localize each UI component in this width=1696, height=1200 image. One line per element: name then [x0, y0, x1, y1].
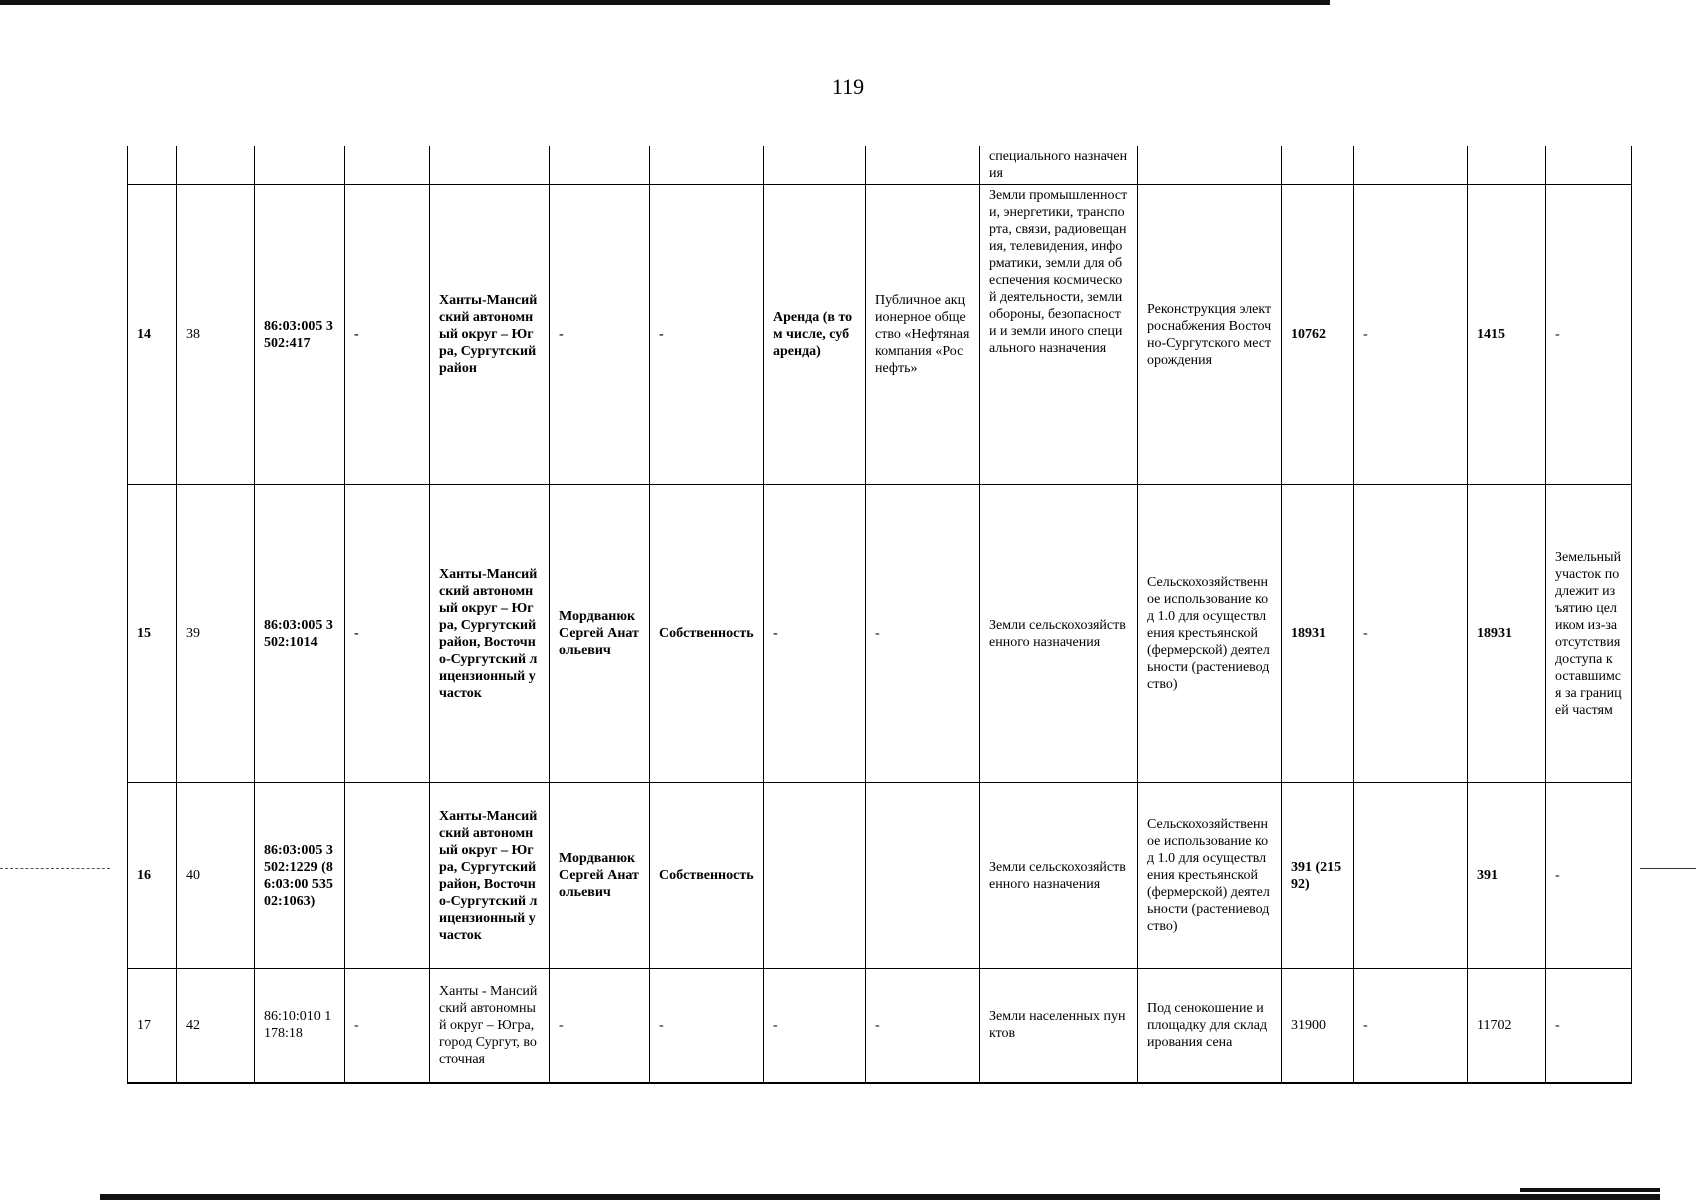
area-cell: 31900 — [1282, 969, 1354, 1083]
beneficiary-cell — [866, 783, 980, 969]
note-cell — [1546, 146, 1632, 185]
table-row — [128, 146, 1632, 185]
area-cell: 10762 — [1282, 185, 1354, 485]
encumbrance-cell — [764, 783, 866, 969]
encumbrance-cell — [764, 146, 866, 185]
cadastral-number-cell: 86:03:005 3502:417 — [255, 185, 345, 485]
scan-border-top — [0, 0, 1330, 5]
right-holder-cell: Мордванюк Сергей Анатольевич — [550, 485, 650, 783]
right-type-cell: - — [650, 969, 764, 1083]
note-cell: Земельный участок подлежит изъятию целиком из-за отсутствия доступа к оставшимся за границей частям — [1546, 485, 1632, 783]
withdrawn-area-cell: 11702 — [1468, 969, 1546, 1083]
withdrawn-area-cell: 18931 — [1468, 485, 1546, 783]
right-type-cell — [650, 146, 764, 185]
land-category-cell: Земли сельскохозяйственного назначения — [980, 485, 1138, 783]
land-category-cell: Земли промышленности, энергетики, транспорта, связи, радиовещания, телевидения, информатики, земли для обеспечения космической деятельности, земли обороны, безопасности и земли иного специального назначения — [980, 185, 1138, 485]
right-holder-cell: Мордванюк Сергей Анатольевич — [550, 783, 650, 969]
right-type-cell: - — [650, 185, 764, 485]
land-category-cell: Земли населенных пунктов — [980, 969, 1138, 1083]
beneficiary-cell: - — [866, 485, 980, 783]
right-holder-cell: - — [550, 969, 650, 1083]
land-category-cell: специального назначения — [980, 146, 1138, 185]
page-number: 119 — [831, 74, 865, 99]
withdrawn-area-cell: 1415 — [1468, 185, 1546, 485]
encumbrance-cell: Аренда (в том числе, субаренда) — [764, 185, 866, 485]
land-category-cell: Земли сельскохозяйственного назначения — [980, 783, 1138, 969]
table-row — [128, 783, 1632, 969]
right-type-cell: Собственность — [650, 485, 764, 783]
row-number-cell: 16 — [128, 783, 177, 969]
area-cell: 18931 — [1282, 485, 1354, 783]
column-13-cell: - — [1354, 969, 1468, 1083]
permitted-use-cell: Сельскохозяйственное использование код 1.0 для осуществления крестьянской (фермерской) деятельности (растениеводство) — [1138, 783, 1282, 969]
beneficiary-cell: - — [866, 969, 980, 1083]
position-number-cell: 39 — [177, 485, 255, 783]
encumbrance-cell: - — [764, 969, 866, 1083]
row-number-cell: 17 — [128, 969, 177, 1083]
cadastral-number-cell: 86:10:010 1178:18 — [255, 969, 345, 1083]
column-13-cell — [1354, 146, 1468, 185]
column-4-cell: - — [345, 485, 430, 783]
location-cell: Ханты-Мансийский автономный округ – Югра, Сургутский район, Восточно-Сургутский лицензионный участок — [430, 783, 550, 969]
right-holder-cell: - — [550, 185, 650, 485]
withdrawn-area-cell: 391 — [1468, 783, 1546, 969]
land-plots-table — [127, 146, 1632, 1084]
position-number-cell — [177, 146, 255, 185]
table-row — [128, 185, 1632, 485]
right-holder-cell — [550, 146, 650, 185]
scan-mark-left — [0, 868, 110, 869]
location-cell: Ханты-Мансийский автономный округ – Югра, Сургутский район, Восточно-Сургутский лицензионный участок — [430, 485, 550, 783]
area-cell — [1282, 146, 1354, 185]
note-cell: - — [1546, 969, 1632, 1083]
note-cell: - — [1546, 185, 1632, 485]
row-number-cell: 14 — [128, 185, 177, 485]
scan-border-bottom — [100, 1194, 1660, 1200]
beneficiary-cell — [866, 146, 980, 185]
location-cell: Ханты - Мансийский автономный округ – Югра, город Сургут, восточная — [430, 969, 550, 1083]
column-4-cell: - — [345, 185, 430, 485]
column-4-cell — [345, 783, 430, 969]
note-cell: - — [1546, 783, 1632, 969]
location-cell — [430, 146, 550, 185]
column-4-cell — [345, 146, 430, 185]
permitted-use-cell — [1138, 146, 1282, 185]
row-number-cell — [128, 146, 177, 185]
encumbrance-cell: - — [764, 485, 866, 783]
column-4-cell: - — [345, 969, 430, 1083]
beneficiary-cell: Публичное акционерное общество «Нефтяная компания «Роснефть» — [866, 185, 980, 485]
scan-border-bottom-right — [1520, 1188, 1660, 1192]
cadastral-number-cell: 86:03:005 3502:1229 (86:03:00 53502:1063) — [255, 783, 345, 969]
table-row — [128, 969, 1632, 1083]
cadastral-number-cell — [255, 146, 345, 185]
row-number-cell: 15 — [128, 485, 177, 783]
right-type-cell: Собственность — [650, 783, 764, 969]
location-cell: Ханты-Мансийский автономный округ – Югра, Сургутский район — [430, 185, 550, 485]
table-row — [128, 485, 1632, 783]
column-13-cell: - — [1354, 485, 1468, 783]
scan-mark-right — [1640, 868, 1696, 869]
area-cell: 391 (21592) — [1282, 783, 1354, 969]
column-13-cell: - — [1354, 185, 1468, 485]
cadastral-number-cell: 86:03:005 3502:1014 — [255, 485, 345, 783]
permitted-use-cell: Сельскохозяйственное использование код 1.0 для осуществления крестьянской (фермерской) деятельности (растениеводство) — [1138, 485, 1282, 783]
column-13-cell — [1354, 783, 1468, 969]
withdrawn-area-cell — [1468, 146, 1546, 185]
position-number-cell: 42 — [177, 969, 255, 1083]
position-number-cell: 38 — [177, 185, 255, 485]
permitted-use-cell: Под сенокошение и площадку для складирования сена — [1138, 969, 1282, 1083]
permitted-use-cell: Реконструкция электроснабжения Восточно-Сургутского месторождения — [1138, 185, 1282, 485]
position-number-cell: 40 — [177, 783, 255, 969]
